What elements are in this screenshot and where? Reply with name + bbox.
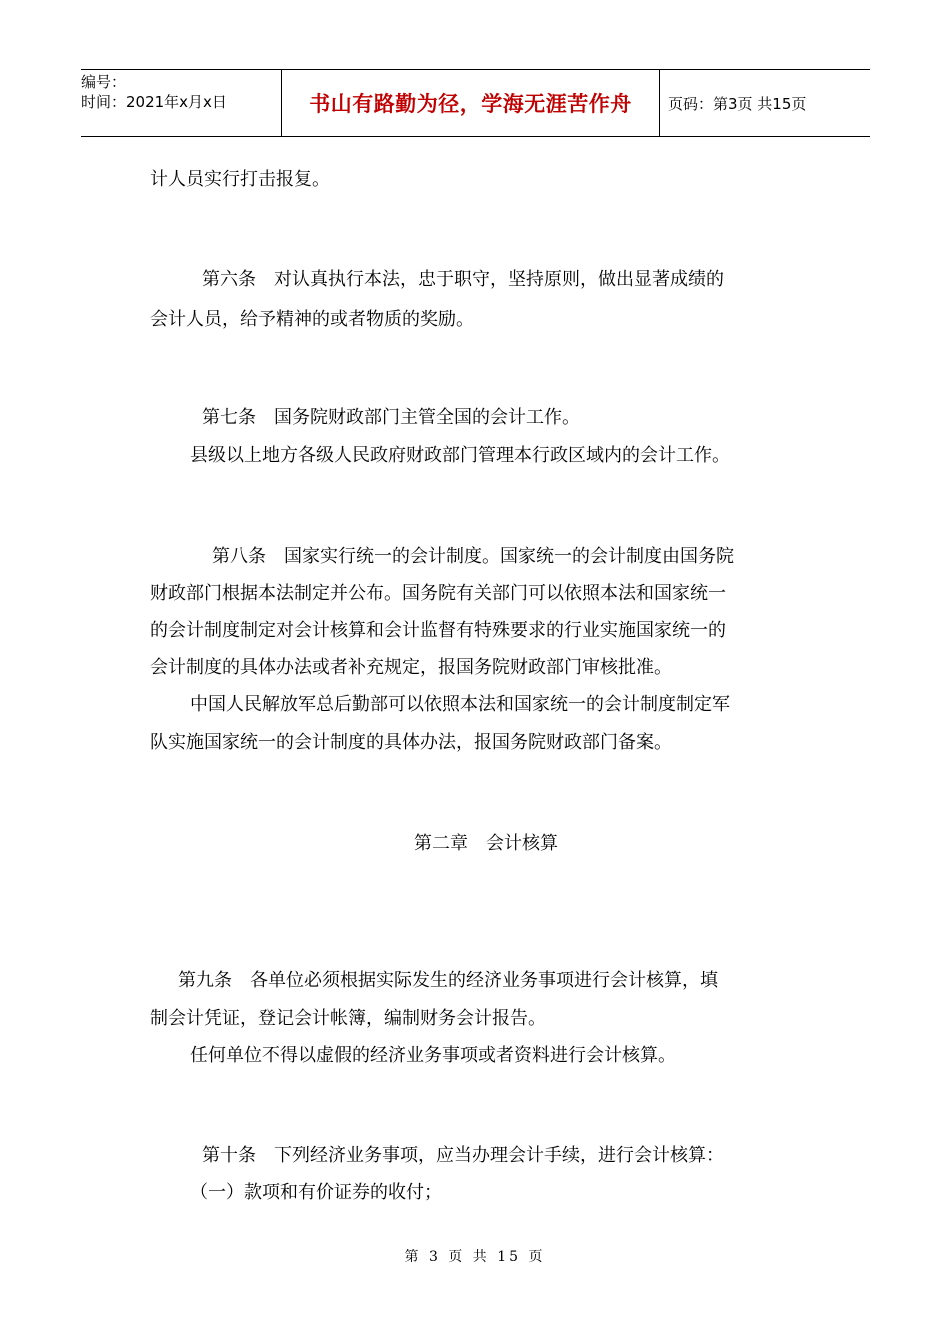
article-8-line-6: 队实施国家统一的会计制度的具体办法，报国务院财政部门备案。 [150,732,672,753]
article-7-line-2: 县级以上地方各级人民政府财政部门管理本行政区域内的会计工作。 [190,445,730,466]
header-motto-cell [282,70,660,136]
article-7-line-1: 第七条 国务院财政部门主管全国的会计工作。 [202,407,580,428]
body-line: 计人员实行打击报复。 [150,169,330,190]
article-8-line-4: 会计制度的具体办法或者补充规定，报国务院财政部门审核批准。 [150,657,672,678]
article-8-line-3: 的会计制度制定对会计核算和会计监督有特殊要求的行业实施国家统一的 [150,620,726,641]
article-8-line-1: 第八条 国家实行统一的会计制度。国家统一的会计制度由国务院 [212,546,734,567]
page-header [81,69,870,137]
header-page-info: 页码：第3页 共15页 [668,94,807,113]
page-footer: 第 3 页 共 15 页 [404,1249,546,1265]
article-10-line-1: 第十条 下列经济业务事项，应当办理会计手续，进行会计核算： [202,1145,724,1166]
article-9-line-3: 任何单位不得以虚假的经济业务事项或者资料进行会计核算。 [190,1045,676,1066]
header-motto: 书山有路勤为径，学海无涯苦作舟 [309,92,632,116]
chapter-heading: 第二章 会计核算 [414,833,558,854]
article-6-line-1: 第六条 对认真执行本法，忠于职守，坚持原则，做出显著成绩的 [202,269,724,290]
article-6-line-2: 会计人员，给予精神的或者物质的奖励。 [150,309,474,330]
date-label: 时间：2021年x月x日 [81,93,227,111]
article-8-line-5: 中国人民解放军总后勤部可以依照本法和国家统一的会计制度制定军 [190,694,730,715]
article-10-line-2: （一）款项和有价证券的收付； [190,1182,442,1203]
article-8-line-2: 财政部门根据本法制定并公布。国务院有关部门可以依照本法和国家统一 [150,583,726,604]
number-label: 编号： [81,73,127,91]
article-9-line-2: 制会计凭证，登记会计帐簿，编制财务会计报告。 [150,1008,546,1029]
article-9-line-1: 第九条 各单位必须根据实际发生的经济业务事项进行会计核算，填 [178,970,718,991]
header-meta [81,70,282,136]
